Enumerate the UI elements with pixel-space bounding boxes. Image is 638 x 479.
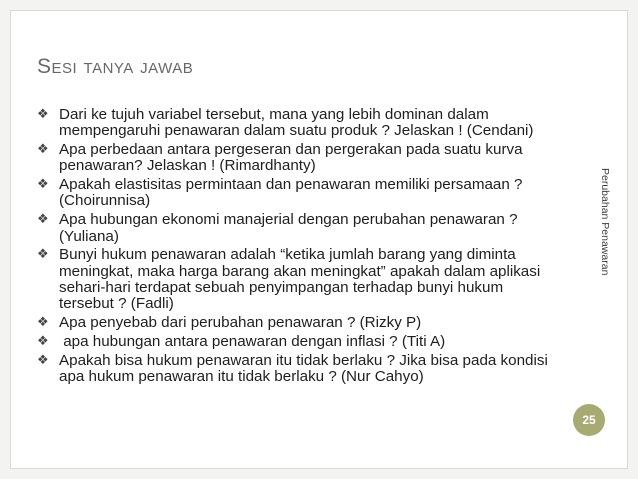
list-item [37,142,557,175]
list-item [37,212,557,245]
bullet-icon: ❖ [37,142,49,158]
bullet-list [37,107,557,388]
bullet-icon: ❖ [37,333,49,349]
side-section-label: Perubahan Penawaran [599,168,611,276]
bullet-icon: ❖ [37,247,49,263]
slide-title: Sesi tanya jawab [37,55,194,78]
list-item-text: Apakah elastisitas permintaan dan penawaran memiliki persamaan ? (Choirunnisa) [59,176,523,210]
list-item [37,334,557,350]
list-item-text: Bunyi hukum penawaran adalah “ketika jumlah barang yang diminta meningkat, maka harga barang akan meningkat” apakah dalam aplikasi sehari-hari terdapat sebuah penyimpangan terhadap bunyi hukum tersebut ? (Fadli) [59,246,541,313]
list-item [37,247,557,312]
list-item-text: Apa penyebab dari perubahan penawaran ? (Rizky P) [59,314,422,332]
bullet-icon: ❖ [37,212,49,228]
list-item-text: Apa hubungan ekonomi manajerial dengan perubahan penawaran ? (Yuliana) [59,211,518,245]
list-item-text: Dari ke tujuh variabel tersebut, mana yang lebih dominan dalam mempengaruhi penawaran dalam suatu produk ? Jelaskan ! (Cendani) [59,106,534,140]
list-item [37,107,557,140]
page-number-badge [573,404,605,436]
list-item-text: Apakah bisa hukum penawaran itu tidak berlaku ? Jika bisa pada kondisi apa hukum penawaran itu tidak berlaku ? (Nur Cahyo) [59,351,548,385]
list-item [37,177,557,210]
bullet-icon: ❖ [37,177,49,193]
bullet-icon: ❖ [37,107,49,122]
bullet-icon: ❖ [37,315,49,331]
list-item [37,353,557,386]
list-item-text: apa hubungan antara penawaran dengan inflasi ? (Titi A) [59,332,446,350]
list-item [37,315,557,331]
page-number: 25 [582,413,596,427]
list-item-text: Apa perbedaan antara pergeseran dan pergerakan pada suatu kurva penawaran? Jelaskan ! (Rimardhanty) [59,141,523,175]
bullet-icon: ❖ [37,352,49,368]
